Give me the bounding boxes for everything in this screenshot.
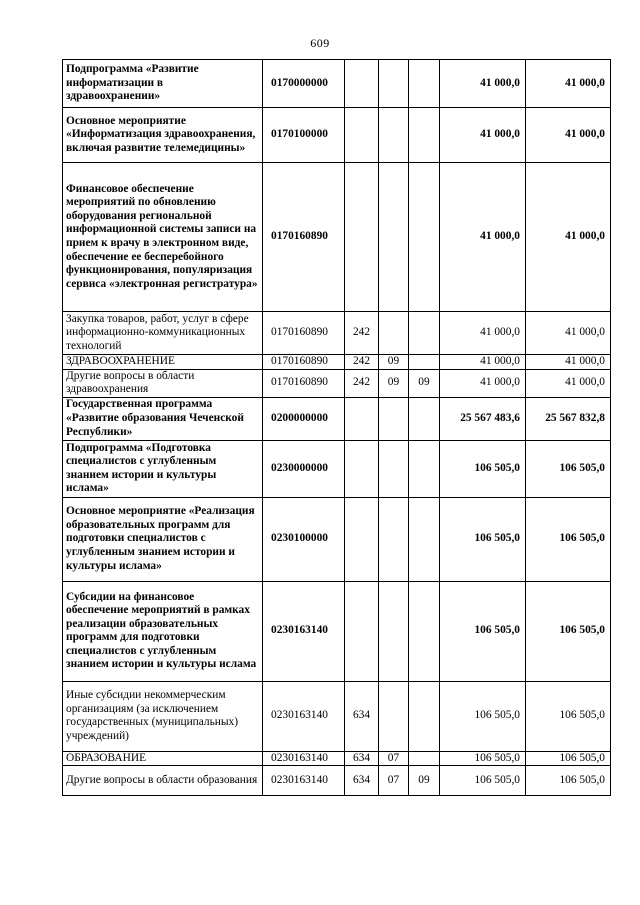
row-name: Подпрограмма «Развитие информатизации в здравоохранении» <box>63 60 263 108</box>
row-expense-type: 634 <box>345 751 379 766</box>
row-amount-year2: 41 000,0 <box>526 355 611 370</box>
table-row <box>63 108 611 163</box>
row-name: Закупка товаров, работ, услуг в сфере информационно-коммуникационных технологий <box>63 312 263 355</box>
row-code: 0170160890 <box>263 163 345 312</box>
row-subsection <box>409 440 440 497</box>
row-section: 07 <box>379 766 409 796</box>
row-subsection <box>409 163 440 312</box>
row-amount-year1: 25 567 483,6 <box>440 397 526 440</box>
row-name: Другие вопросы в области здравоохранения <box>63 369 263 397</box>
row-amount-year1: 41 000,0 <box>440 355 526 370</box>
budget-table <box>62 59 611 796</box>
table-row <box>63 312 611 355</box>
row-name: Государственная программа «Развитие образования Чеченской Республики» <box>63 397 263 440</box>
row-code: 0230163140 <box>263 751 345 766</box>
row-code: 0230000000 <box>263 440 345 497</box>
row-expense-type <box>345 440 379 497</box>
row-amount-year2: 41 000,0 <box>526 369 611 397</box>
row-section <box>379 440 409 497</box>
row-code: 0170160890 <box>263 369 345 397</box>
row-expense-type <box>345 108 379 163</box>
row-section <box>379 581 409 681</box>
row-name: Иные субсидии некоммерческим организациям (за исключением государственных (муниципальных) учреждений) <box>63 681 263 751</box>
row-amount-year1: 106 505,0 <box>440 581 526 681</box>
row-code: 0230163140 <box>263 581 345 681</box>
row-code: 0230100000 <box>263 497 345 581</box>
row-subsection <box>409 355 440 370</box>
row-section: 09 <box>379 355 409 370</box>
row-section <box>379 108 409 163</box>
row-expense-type: 242 <box>345 312 379 355</box>
row-name: Подпрограмма «Подготовка специалистов с углубленным знанием истории и культуры ислама» <box>63 440 263 497</box>
row-section <box>379 681 409 751</box>
row-amount-year1: 41 000,0 <box>440 60 526 108</box>
row-code: 0170160890 <box>263 355 345 370</box>
row-subsection <box>409 497 440 581</box>
row-subsection <box>409 108 440 163</box>
row-section: 07 <box>379 751 409 766</box>
row-code: 0230163140 <box>263 766 345 796</box>
row-code: 0170160890 <box>263 312 345 355</box>
page-number: 609 <box>310 36 330 50</box>
row-amount-year1: 106 505,0 <box>440 440 526 497</box>
row-subsection <box>409 60 440 108</box>
row-amount-year1: 41 000,0 <box>440 108 526 163</box>
table-row <box>63 355 611 370</box>
row-amount-year1: 41 000,0 <box>440 312 526 355</box>
row-name: ОБРАЗОВАНИЕ <box>63 751 263 766</box>
row-expense-type <box>345 60 379 108</box>
row-section <box>379 60 409 108</box>
row-section <box>379 163 409 312</box>
row-name: Другие вопросы в области образования <box>63 766 263 796</box>
row-amount-year1: 41 000,0 <box>440 163 526 312</box>
row-section: 09 <box>379 369 409 397</box>
row-code: 0170000000 <box>263 60 345 108</box>
row-expense-type: 634 <box>345 681 379 751</box>
row-name: Финансовое обеспечение мероприятий по обновлению оборудования региональной информационной системы записи на прием к врачу в электронном виде, обеспечение ее бесперебойного функционирования, популяризация сервиса «электронная регистратура» <box>63 163 263 312</box>
row-subsection <box>409 312 440 355</box>
row-amount-year1: 106 505,0 <box>440 751 526 766</box>
row-expense-type: 242 <box>345 369 379 397</box>
row-subsection <box>409 581 440 681</box>
row-amount-year2: 41 000,0 <box>526 60 611 108</box>
row-expense-type: 634 <box>345 766 379 796</box>
table-row <box>63 440 611 497</box>
table-row <box>63 751 611 766</box>
table-row <box>63 60 611 108</box>
row-subsection <box>409 681 440 751</box>
row-name: Основное мероприятие «Информатизация здравоохранения, включая развитие телемедицины» <box>63 108 263 163</box>
row-section <box>379 312 409 355</box>
row-amount-year2: 106 505,0 <box>526 766 611 796</box>
table-row <box>63 497 611 581</box>
row-name: Субсидии на финансовое обеспечение мероприятий в рамках реализации образовательных программ для подготовки специалистов с углубленным знанием истории и культуры ислама <box>63 581 263 681</box>
row-subsection: 09 <box>409 766 440 796</box>
row-subsection <box>409 397 440 440</box>
row-amount-year2: 106 505,0 <box>526 440 611 497</box>
table-row <box>63 681 611 751</box>
row-expense-type <box>345 581 379 681</box>
row-amount-year2: 106 505,0 <box>526 751 611 766</box>
row-code: 0230163140 <box>263 681 345 751</box>
row-expense-type <box>345 163 379 312</box>
row-amount-year2: 41 000,0 <box>526 108 611 163</box>
row-name: ЗДРАВООХРАНЕНИЕ <box>63 355 263 370</box>
row-section <box>379 397 409 440</box>
row-amount-year1: 106 505,0 <box>440 766 526 796</box>
table-row <box>63 369 611 397</box>
row-amount-year2: 25 567 832,8 <box>526 397 611 440</box>
row-subsection <box>409 751 440 766</box>
row-expense-type <box>345 497 379 581</box>
row-amount-year1: 106 505,0 <box>440 681 526 751</box>
row-amount-year2: 106 505,0 <box>526 581 611 681</box>
row-amount-year2: 106 505,0 <box>526 681 611 751</box>
row-code: 0170100000 <box>263 108 345 163</box>
row-subsection: 09 <box>409 369 440 397</box>
row-amount-year1: 41 000,0 <box>440 369 526 397</box>
row-code: 0200000000 <box>263 397 345 440</box>
table-row <box>63 766 611 796</box>
row-expense-type: 242 <box>345 355 379 370</box>
row-name: Основное мероприятие «Реализация образовательных программ для подготовки специалистов с углубленным знанием истории и культуры ислама» <box>63 497 263 581</box>
row-amount-year1: 106 505,0 <box>440 497 526 581</box>
row-amount-year2: 41 000,0 <box>526 163 611 312</box>
row-amount-year2: 106 505,0 <box>526 497 611 581</box>
row-section <box>379 497 409 581</box>
row-expense-type <box>345 397 379 440</box>
table-row <box>63 397 611 440</box>
table-row <box>63 163 611 312</box>
row-amount-year2: 41 000,0 <box>526 312 611 355</box>
table-row <box>63 581 611 681</box>
